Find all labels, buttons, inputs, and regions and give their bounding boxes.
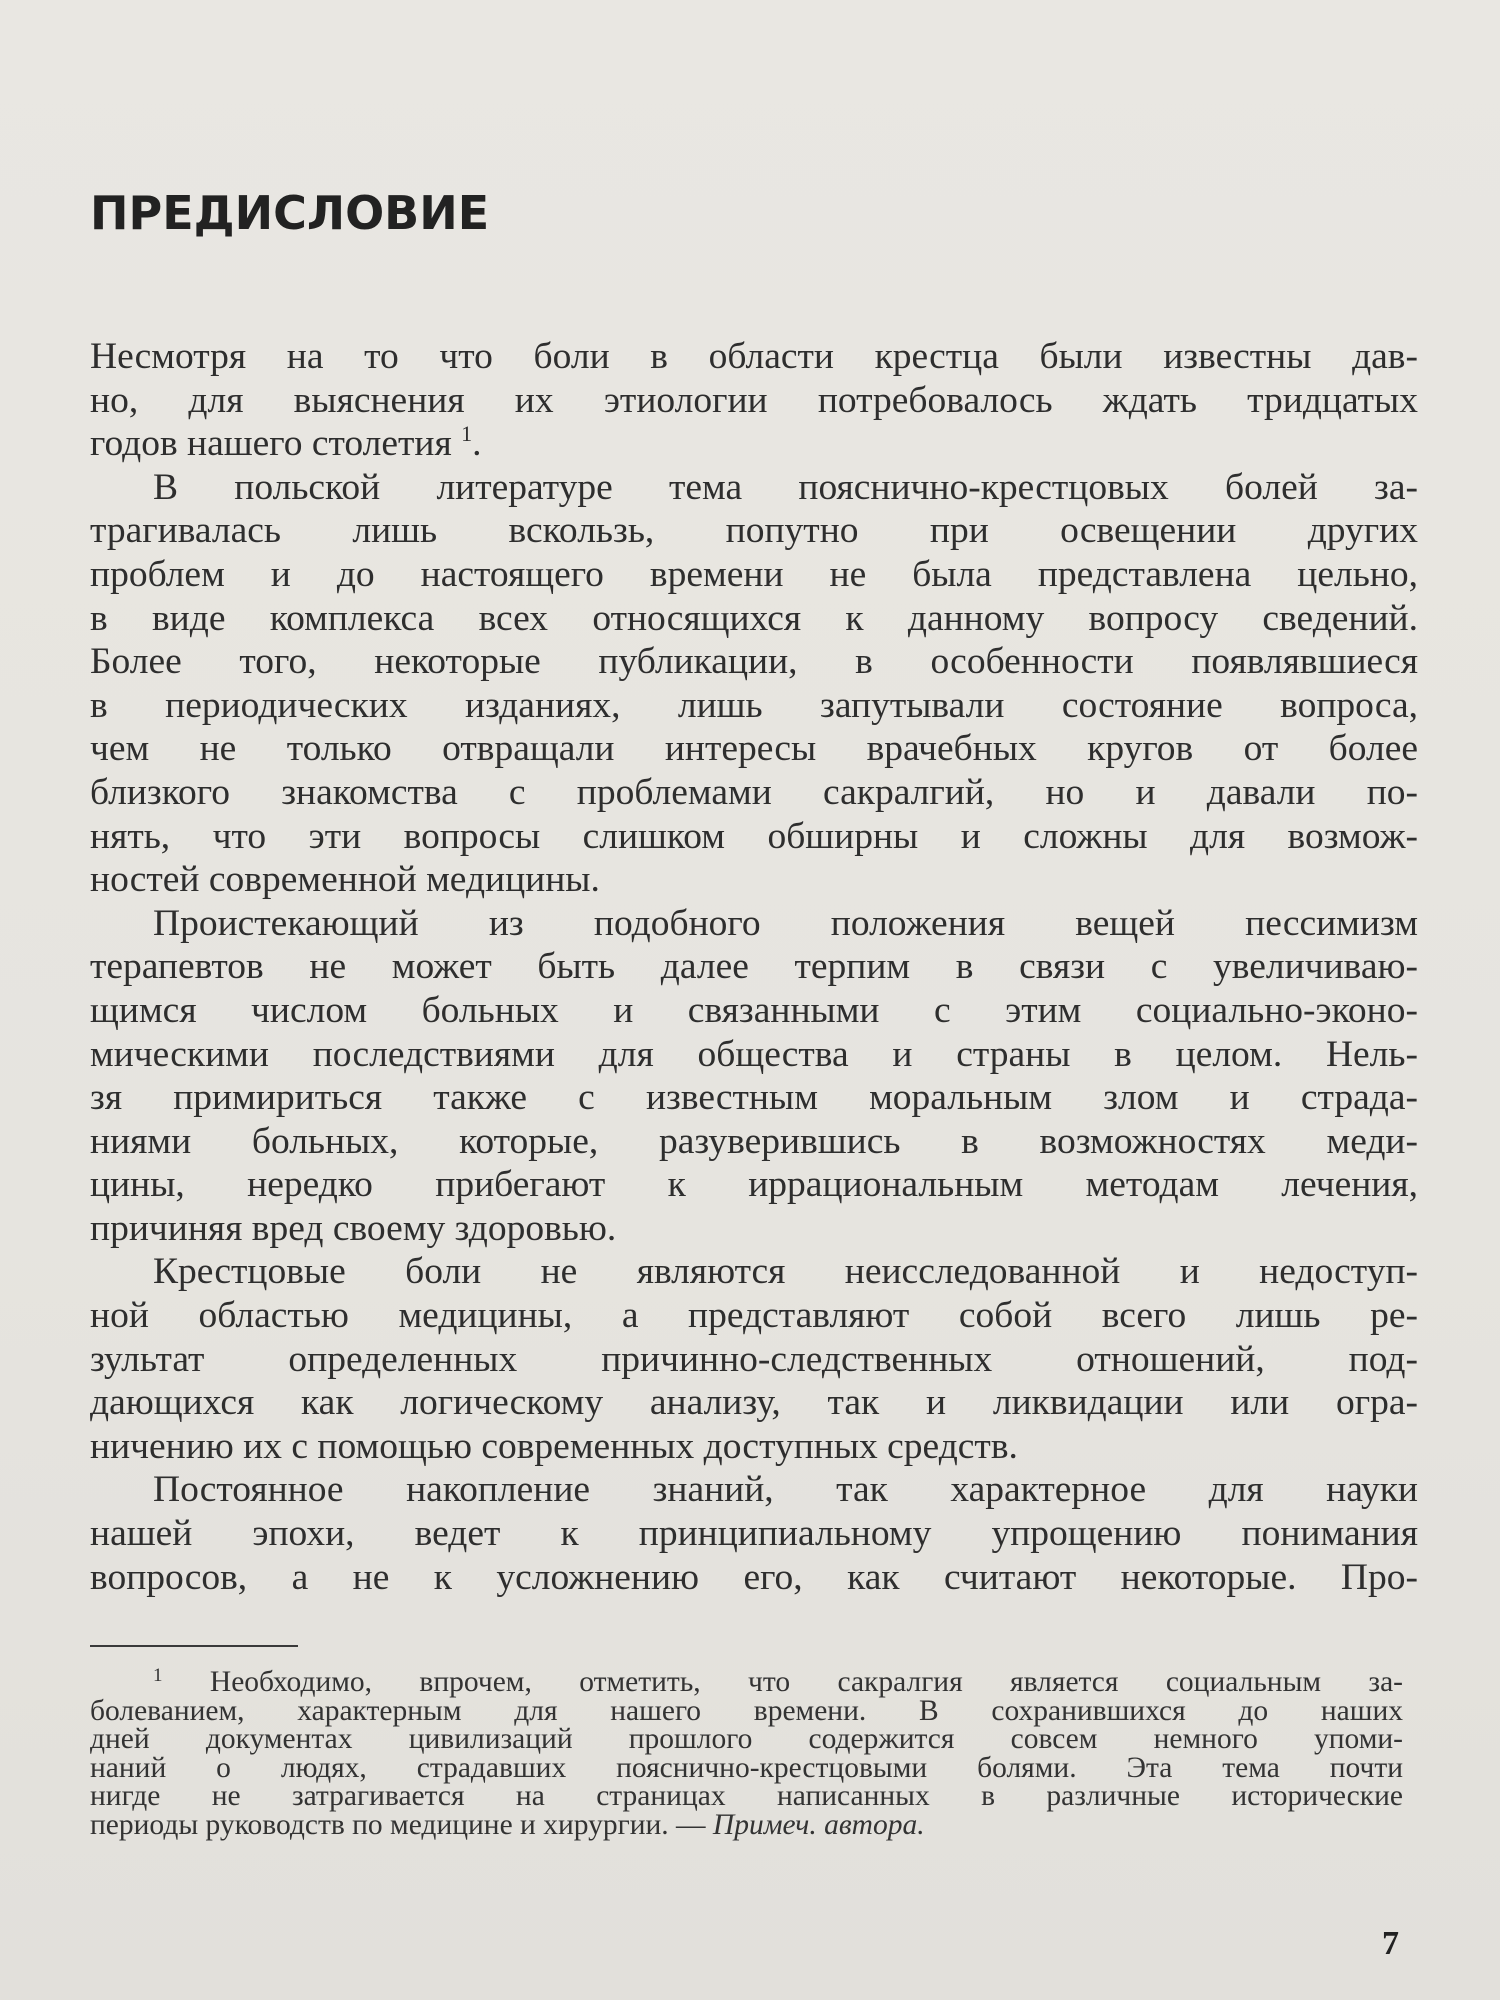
footnote-divider xyxy=(90,1645,298,1647)
text-line: ностей современной медицины. xyxy=(90,859,600,901)
text-line: вопросов, а не к усложнению его, как считают некоторые. Про- xyxy=(90,1556,1418,1598)
author-note: Примеч. автора. xyxy=(712,1808,925,1841)
footnote-mark: 1 xyxy=(153,1665,163,1686)
text-line: ной областью медицины, а представляют собой всего лишь ре- xyxy=(90,1295,1418,1337)
text-line: чем не только отвращали интересы врачебных кругов от более xyxy=(90,728,1418,770)
text-line: щимся числом больных и связанными с этим социально-эконо- xyxy=(90,989,1418,1031)
text-line: трагивалась лишь вскользь, попутно при освещении других xyxy=(90,510,1418,552)
text-line: нять, что эти вопросы слишком обширны и сложны для возмож- xyxy=(90,815,1418,857)
text-line: в виде комплекса всех относящихся к данному вопросу сведений. xyxy=(90,597,1418,639)
footnote-line: болеванием, характерным для нашего времени. В сохранившихся до наших xyxy=(90,1694,1403,1727)
footnote-reference: 1 xyxy=(461,421,473,447)
text-line: ничению их с помощью современных доступных средств. xyxy=(90,1425,1018,1467)
text-line: проблем и до настоящего времени не была представлена цельно, xyxy=(90,553,1418,595)
footnote-line-content: Необходимо, впрочем, отметить, что сакралгия является социальным за- xyxy=(209,1666,1404,1698)
footnote-line-content: периоды руководств по медицине и хирургии. — xyxy=(90,1808,706,1841)
text-line: Более того, некоторые публикации, в особенности появлявшиеся xyxy=(90,641,1418,683)
text-line: нашей эпохи, ведет к принципиальному упрощению понимания xyxy=(90,1513,1418,1555)
chapter-title: ПРЕДИСЛОВИЕ xyxy=(90,186,490,240)
footnote-line: нигде не затрагивается на страницах написанных в различные исторические xyxy=(90,1780,1403,1813)
text-line: Постоянное накопление знаний, так характерное для науки xyxy=(153,1469,1418,1511)
line-end-punctuation: . xyxy=(472,423,482,465)
footnote xyxy=(90,1665,1404,1841)
text-line: зя примириться также с известным моральным злом и страда- xyxy=(90,1077,1418,1119)
text-line: Несмотря на то что боли в области крестца были известны дав- xyxy=(90,336,1418,377)
paragraph-5 xyxy=(90,1468,1418,1599)
text-line: мическими последствиями для общества и страны в целом. Нель- xyxy=(90,1033,1418,1075)
footnote-line xyxy=(90,1665,1404,1698)
text-line: В польской литературе тема пояснично-крестцовых болей за- xyxy=(153,466,1418,508)
text-line: дающихся как логическому анализу, так и ликвидации или огра- xyxy=(90,1382,1418,1424)
paragraph-3 xyxy=(90,902,1418,1251)
text-line xyxy=(90,422,1418,466)
text-line: Крестцовые боли не являются неисследованной и недоступ- xyxy=(153,1251,1418,1293)
footnote-line xyxy=(90,1808,1403,1841)
text-line: ниями больных, которые, разуверившись в возможностях меди- xyxy=(90,1120,1418,1162)
paragraph-1 xyxy=(90,335,1418,466)
text-line: терапевтов не может быть далее терпим в связи с увеличиваю- xyxy=(90,946,1418,988)
page-number: 7 xyxy=(1382,1925,1399,1962)
body-text xyxy=(90,335,1418,1599)
text-line: в периодических изданиях, лишь запутывали состояние вопроса, xyxy=(90,684,1418,726)
text-line: цины, нередко прибегают к иррациональным методам лечения, xyxy=(90,1164,1418,1206)
text-line: близкого знакомства с проблемами сакралгий, но и давали по- xyxy=(90,771,1418,813)
paragraph-4 xyxy=(90,1250,1418,1468)
text-line: Проистекающий из подобного положения вещей пессимизм xyxy=(153,902,1418,944)
footnote-line: наний о людях, страдавших пояснично-крестцовыми болями. Эта тема почти xyxy=(90,1751,1403,1784)
paragraph-2 xyxy=(90,466,1418,902)
footnote-line: дней документах цивилизаций прошлого содержится совсем немного упоми- xyxy=(90,1723,1403,1756)
text-line: зультат определенных причинно-следственных отношений, под- xyxy=(90,1338,1418,1380)
text-line-content: годов нашего столетия xyxy=(90,423,452,465)
text-line: причиняя вред своему здоровью. xyxy=(90,1207,617,1249)
text-line: но, для выяснения их этиологии потребовалось ждать тридцатых xyxy=(90,379,1418,421)
